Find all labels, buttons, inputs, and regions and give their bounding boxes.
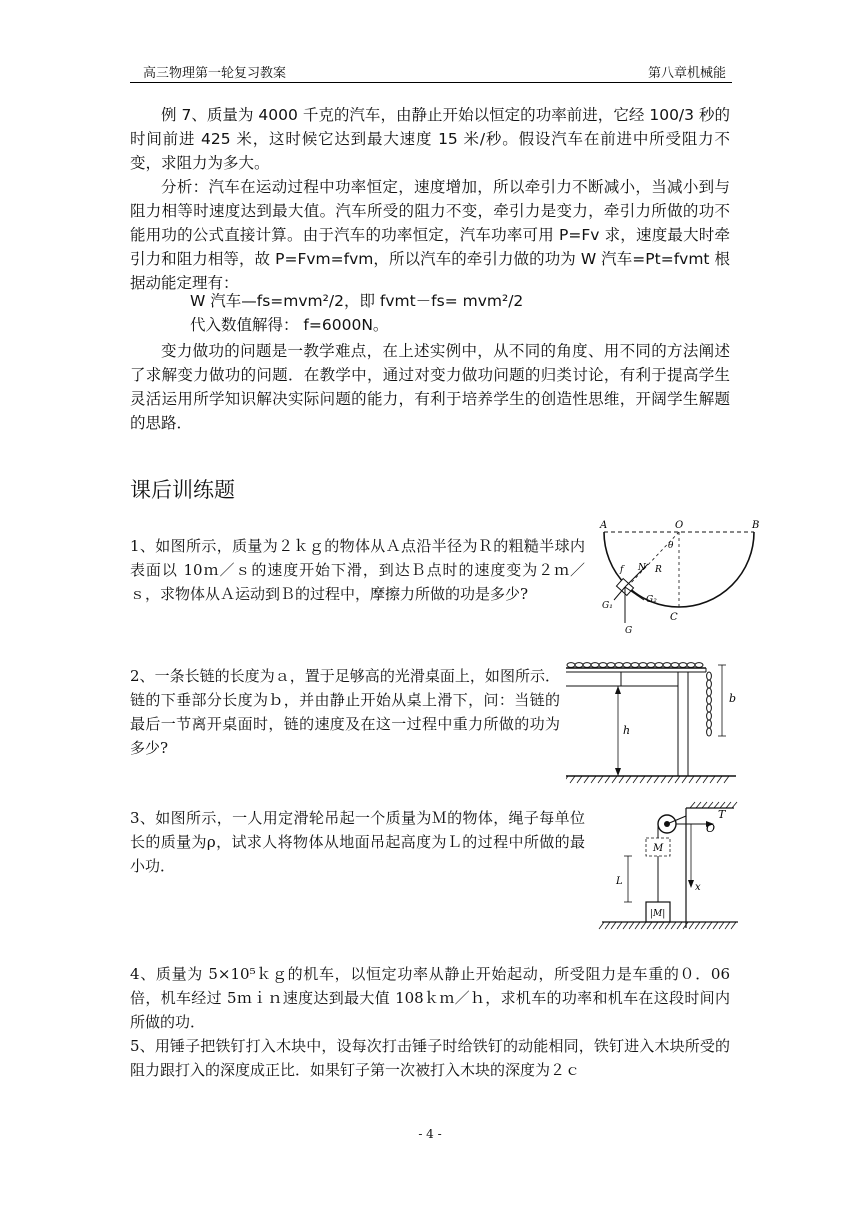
question-2: 2、一条长链的长度为ａ，置于足够高的光滑桌面上，如图所示．链的下垂部分长度为ｂ，并由静止开始从桌上滑下，问：当链的最后一节离开桌面时，链的速度及在这一过程中重力所做的功为多少? [130, 667, 560, 757]
chain-link [671, 663, 679, 668]
equation-2: 代入数值解得： f=6000N。 [190, 316, 389, 334]
question-3: 3、如图所示，一人用定滑轮吊起一个质量为Ｍ的物体，绳子每单位长的质量为ρ，试求人将物体从地面吊起高度为Ｌ的过程中所做的最小功． [130, 809, 585, 875]
chain-link [615, 663, 623, 668]
page-number: - 4 - [418, 1127, 442, 1141]
label-b: B [752, 520, 760, 531]
chain-link [639, 663, 647, 668]
chain-link [707, 688, 712, 696]
label-theta: θ [668, 541, 674, 551]
section-title: 课后训练题 [130, 478, 235, 502]
chain-link [707, 704, 712, 712]
question-1: 1、如图所示，质量为２ｋｇ的物体从Ａ点沿半径为Ｒ的粗糙半球内表面以 10ｍ／ｓ的速度开始下滑，到达Ｂ点时的速度变为２ｍ／ｓ，求物体从Ａ运动到Ｂ的过程中，摩擦力所做的功是多少? [130, 537, 585, 603]
chain-link [707, 696, 712, 704]
chain-link [583, 663, 591, 668]
chain-link [707, 680, 712, 688]
label-f: f [620, 565, 624, 575]
figure-hemisphere [590, 516, 780, 636]
label-x: x [695, 882, 701, 893]
chain-link [599, 663, 607, 668]
label-l: L [616, 876, 623, 887]
label-h: h [623, 724, 631, 737]
label-o: O [675, 520, 684, 531]
header-right: 第八章机械能 [647, 66, 726, 81]
chain-link [679, 663, 687, 668]
label-g1: G₁ [602, 601, 613, 611]
label-b: b [729, 692, 736, 705]
question-5: 5、用锤子把铁钉打入木块中，设每次打击锤子时给铁钉的动能相同，铁钉进入木块所受的阻力跟打入的深度成正比．如果钉子第一次被打入木块的深度为２ｃ [130, 1037, 730, 1079]
label-t: T [718, 808, 726, 821]
chain-link [707, 672, 712, 680]
header-left: 高三物理第一轮复习教案 [143, 66, 287, 81]
chain-link [591, 663, 599, 668]
label-c: C [670, 612, 678, 623]
chain-link [707, 712, 712, 720]
chain-link [707, 720, 712, 728]
chain-link [655, 663, 663, 668]
label-m: M [653, 843, 664, 854]
example-7-analysis: 分析：汽车在运动过程中功率恒定，速度增加，所以牵引力不断减小，当减小到与阻力相等时速度达到最大值。汽车所受的阻力不变，牵引力是变力，牵引力所做的功不能用功的公式直接计算。由于汽车的功率恒定，汽车功率可用 P=Fv 求，速度最大时牵引力和阻力相等，故 P=Fvm=fvm，所以汽车的牵引力做的功为 W 汽车=Pt=fvmt 根据动能定理有： [130, 178, 730, 292]
label-m-box: |M| [650, 909, 666, 919]
chain-link [707, 728, 712, 736]
example-7-text: 例 7、质量为 4000 千克的汽车，由静止开始以恒定的功率前进，它经 100/3 秒的时间前进 425 米，这时候它达到最大速度 15 米/秒。假设汽车在前进中所受阻力不变，求阻力为多大。 [130, 106, 730, 172]
equation-1: W 汽车—fs=mvm²/2，即 fvmt－fs= mvm²/2 [190, 292, 524, 310]
chain-link [567, 663, 575, 668]
label-g2: G₂ [646, 595, 657, 605]
figure-pulley [598, 796, 748, 936]
chain-link [623, 663, 631, 668]
question-4: 4、质量为 5×10⁵ｋｇ的机车，以恒定功率从静止开始起动，所受阻力是车重的０．06 倍，机车经过 5ｍｉｎ速度达到最大值 108ｋｍ／ｈ，求机车的功率和机车在这段时间内所做的功． [130, 965, 730, 1031]
label-a: A [600, 520, 608, 531]
chain-link [607, 663, 615, 668]
chain-link [647, 663, 655, 668]
label-o: O [706, 822, 716, 835]
chain-link [575, 663, 583, 668]
chain-link [631, 663, 639, 668]
chain-link [695, 663, 703, 668]
figure-chain-table [566, 652, 736, 792]
label-n: N [638, 563, 646, 573]
summary-paragraph: 变力做功的问题是一教学难点，在上述实例中，从不同的角度、用不同的方法阐述了求解变力做功的问题．在教学中，通过对变力做功问题的归类讨论，有利于提高学生灵活运用所学知识解决实际问题的能力，有利于培养学生的创造性思维，开阔学生解题的思路． [130, 342, 730, 432]
chain-link [663, 663, 671, 668]
label-g: G [625, 626, 633, 636]
chain-link [687, 663, 695, 668]
header-rule [130, 82, 732, 83]
label-r: R [655, 565, 662, 575]
